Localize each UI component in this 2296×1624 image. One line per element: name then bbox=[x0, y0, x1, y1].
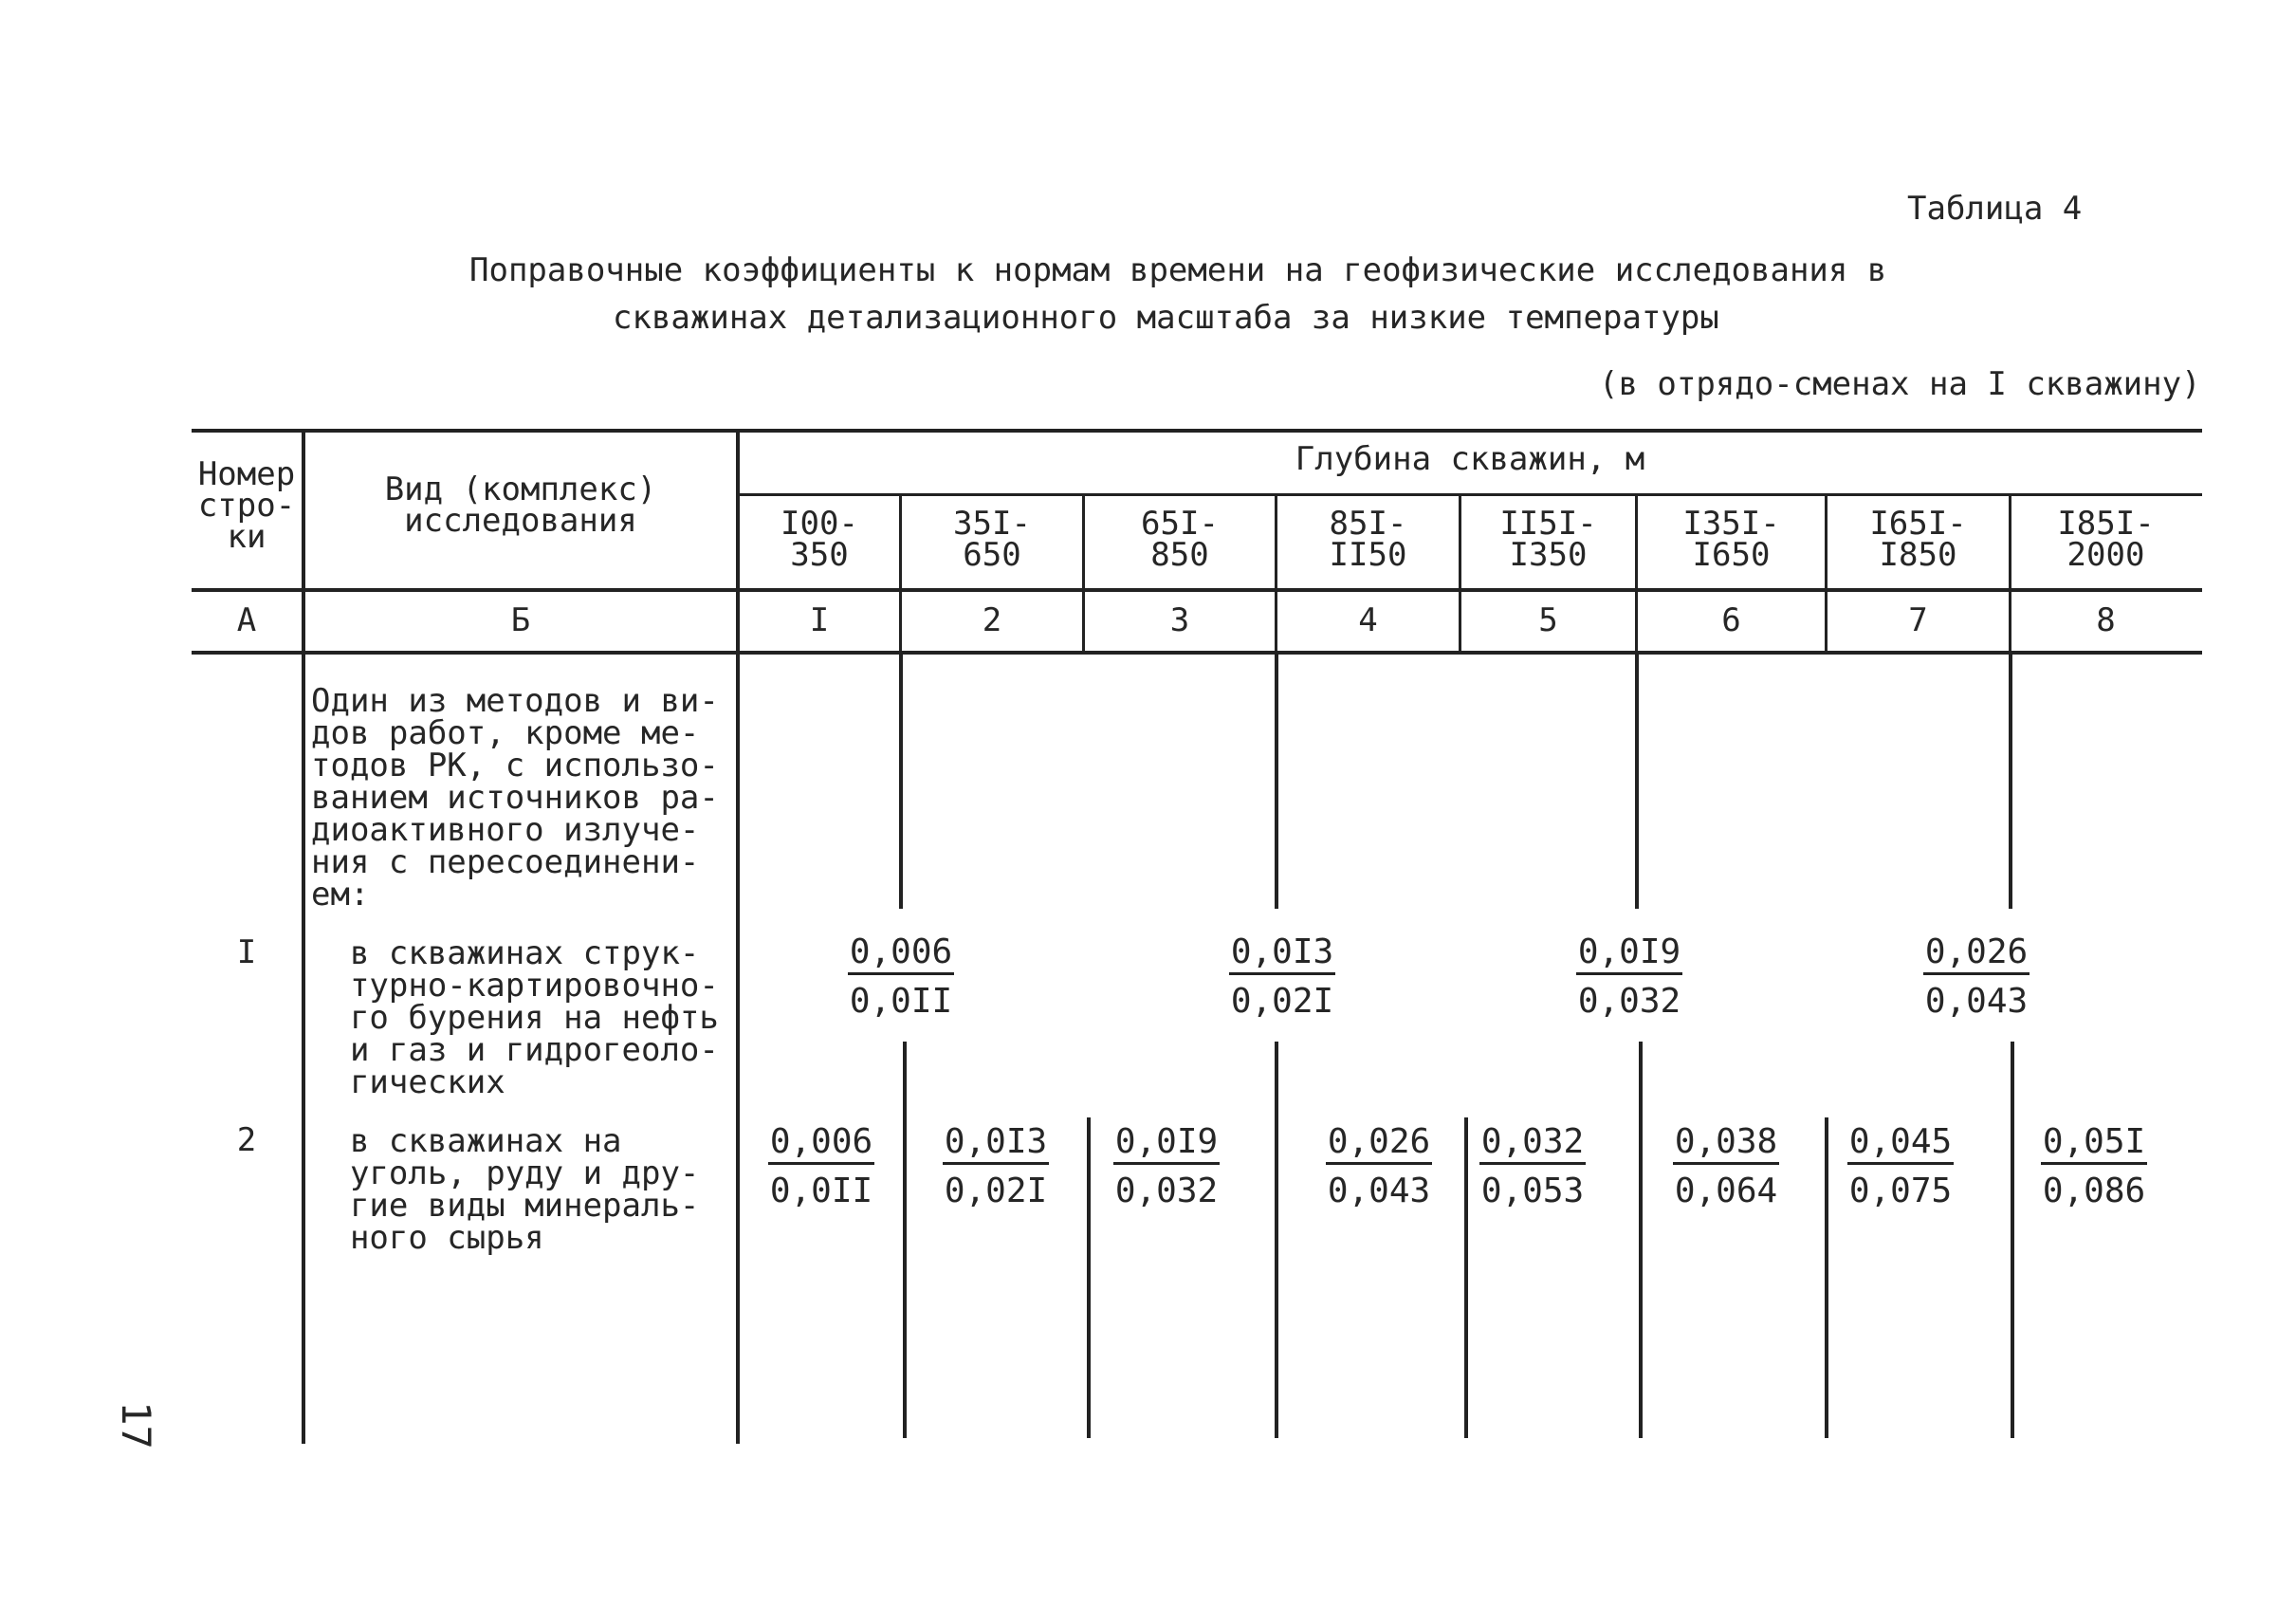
row-2-value-col-7 bbox=[1810, 1122, 1991, 1210]
row-2-value-col-5-denominator: 0,053 bbox=[1480, 1172, 1585, 1210]
range-8: I85I- 2000 bbox=[2057, 505, 2155, 574]
range-6: I35I- I650 bbox=[1682, 505, 1780, 574]
row-2-value-col-8-numerator: 0,05I bbox=[2041, 1125, 2147, 1165]
row-2-value-col-1-denominator: 0,0II bbox=[769, 1172, 873, 1210]
col-divider-b-data bbox=[736, 429, 740, 1444]
row-2-number: 2 bbox=[236, 1121, 257, 1159]
col-number-2: 2 bbox=[982, 601, 1002, 639]
row-2-value-col-3 bbox=[1076, 1122, 1257, 1210]
header-depth: Глубина скважин, м bbox=[1295, 440, 1645, 478]
row-2-value-col-1 bbox=[731, 1122, 911, 1210]
letter-a: А bbox=[236, 601, 257, 639]
range-2: 35I- 650 bbox=[953, 505, 1031, 574]
row-1-value-cols-3-4-denominator: 0,02I bbox=[1230, 982, 1334, 1021]
row-2-value-col-8-denominator: 0,086 bbox=[2042, 1172, 2146, 1210]
row-1-value-cols-5-6-numerator: 0,0I9 bbox=[1576, 935, 1682, 975]
row-1-value-cols-1-2 bbox=[811, 932, 991, 1021]
row-1-value-cols-3-4-numerator: 0,0I3 bbox=[1229, 935, 1335, 975]
row-2-value-col-7-denominator: 0,075 bbox=[1848, 1172, 1953, 1210]
row-2-value-col-3-numerator: 0,0I9 bbox=[1113, 1125, 1220, 1165]
page-number: 17 bbox=[112, 1401, 159, 1449]
row-1-value-cols-3-4 bbox=[1192, 932, 1372, 1021]
row-2-value-col-2 bbox=[906, 1122, 1086, 1210]
col-number-1: I bbox=[809, 601, 830, 639]
row-2-value-col-6-denominator: 0,064 bbox=[1674, 1172, 1778, 1210]
col-divider-a-b bbox=[302, 429, 305, 1444]
header-row-number: Номер стро- ки bbox=[197, 455, 296, 556]
row-2-value-col-7-numerator: 0,045 bbox=[1847, 1125, 1954, 1165]
col-divider-5-6-body-top bbox=[1635, 653, 1639, 909]
row-2-value-col-1-numerator: 0,006 bbox=[768, 1125, 874, 1165]
range-7: I65I- I850 bbox=[1869, 505, 1967, 574]
col-divider-5-6-body bbox=[1639, 1042, 1643, 1438]
col-divider-1-2-body bbox=[903, 1042, 907, 1438]
row-2-value-col-2-denominator: 0,02I bbox=[944, 1172, 1048, 1210]
range-5: II5I- I350 bbox=[1499, 505, 1597, 574]
row-1-value-cols-1-2-denominator: 0,0II bbox=[849, 982, 953, 1021]
row-1-number: I bbox=[236, 933, 257, 971]
col-number-3: 3 bbox=[1169, 601, 1190, 639]
table-top-rule bbox=[192, 429, 2202, 433]
row-2-text: в скважинах на уголь, руду и дру- гие виды минераль- ного сырья bbox=[349, 1122, 700, 1257]
table-title-line2: скважинах детализационного масштаба за низкие температуры bbox=[613, 299, 1719, 337]
row-2-value-col-6-numerator: 0,038 bbox=[1673, 1125, 1779, 1165]
col-divider-7-8-body bbox=[2011, 1042, 2014, 1438]
row-1-value-cols-5-6 bbox=[1539, 932, 1719, 1021]
row-1-value-cols-1-2-numerator: 0,006 bbox=[848, 935, 954, 975]
col-number-8: 8 bbox=[2096, 601, 2116, 639]
table-title-line1: Поправочные коэффициенты к нормам времени на геофизические исследования в bbox=[469, 251, 1887, 289]
col-divider-3-4-body bbox=[1275, 1042, 1278, 1438]
row-1-value-cols-7-8-denominator: 0,043 bbox=[1924, 982, 2029, 1021]
col-divider-3-4-body-top bbox=[1275, 653, 1278, 909]
table-label: Таблица 4 bbox=[1907, 190, 2083, 228]
col-divider-7-8-body-top bbox=[2009, 653, 2012, 909]
col-number-5: 5 bbox=[1538, 601, 1558, 639]
col-divider-1-2-body-top bbox=[899, 653, 903, 909]
row-1-text: в скважинах струк- турно-картировочно- го бурения на нефть и газ и гидрогеоло- гических bbox=[349, 934, 719, 1101]
intro-text: Один из методов и ви- дов работ, кроме ме- тодов РК, с использо- ванием источников ра- диоактивного излуче- ния с пересоединени- ем: bbox=[311, 682, 719, 914]
depth-header-rule bbox=[738, 493, 2202, 496]
row-2-value-col-5 bbox=[1442, 1122, 1623, 1210]
row-2-value-col-5-numerator: 0,032 bbox=[1479, 1125, 1586, 1165]
row-1-value-cols-5-6-denominator: 0,032 bbox=[1577, 982, 1681, 1021]
row-2-value-col-3-denominator: 0,032 bbox=[1114, 1172, 1219, 1210]
row-2-value-col-2-numerator: 0,0I3 bbox=[943, 1125, 1049, 1165]
col-number-4: 4 bbox=[1358, 601, 1378, 639]
col-number-7: 7 bbox=[1908, 601, 1928, 639]
header-kind: Вид (комплекс) исследования bbox=[384, 471, 657, 540]
row-2-value-col-6 bbox=[1636, 1122, 1816, 1210]
row-2-value-col-4-denominator: 0,043 bbox=[1327, 1172, 1431, 1210]
header-bottom-rule bbox=[192, 588, 2202, 592]
col-number-6: 6 bbox=[1721, 601, 1741, 639]
unit-note: (в отрядо-сменах на I скважину) bbox=[1599, 365, 2201, 403]
letter-b: Б bbox=[510, 601, 531, 639]
row-2-value-col-4-numerator: 0,026 bbox=[1326, 1125, 1432, 1165]
range-1: I00- 350 bbox=[781, 505, 858, 574]
range-4: 85I- II50 bbox=[1329, 505, 1407, 574]
letter-row-rule bbox=[192, 651, 2202, 655]
range-3: 65I- 850 bbox=[1141, 505, 1219, 574]
row-2-value-col-8 bbox=[2004, 1122, 2184, 1210]
row-1-value-cols-7-8-numerator: 0,026 bbox=[1923, 935, 2030, 975]
row-1-value-cols-7-8 bbox=[1886, 932, 2066, 1021]
